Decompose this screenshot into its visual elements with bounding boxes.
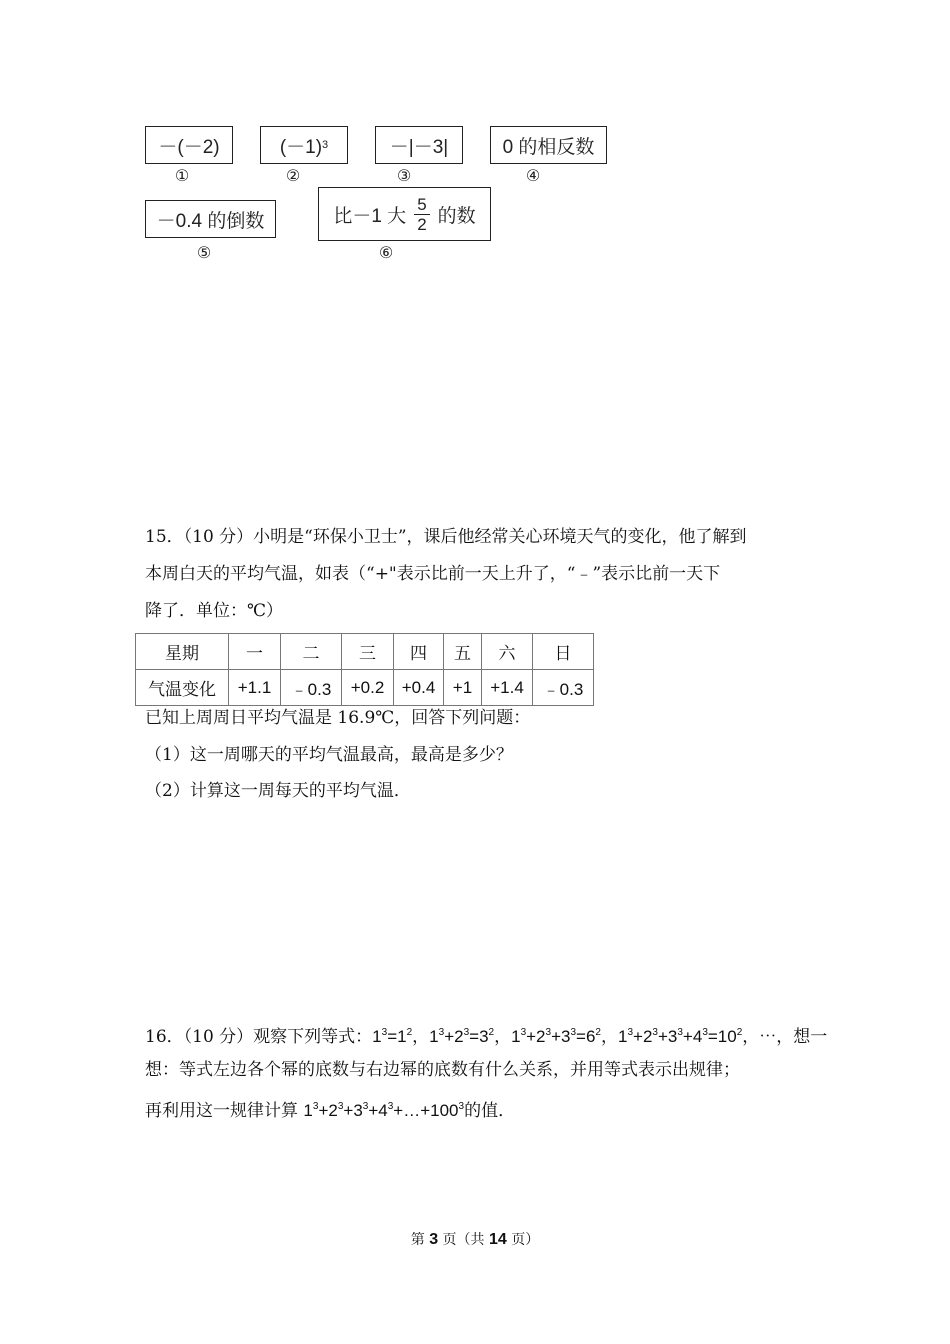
table-cell: +0.4 [394, 670, 444, 706]
table-cell: 日 [533, 634, 594, 670]
table-cell: 六 [482, 634, 533, 670]
label-5: ⑤ [196, 243, 212, 262]
expr-text: (－1) [279, 136, 323, 158]
q15-line-3: 降了．单位：℃） [145, 601, 284, 621]
footer-text: 第 [410, 1232, 430, 1248]
q16-line3-pre: 再利用这一规律计算 [145, 1101, 304, 1121]
table-cell: 三 [342, 634, 394, 670]
table-cell: 二 [281, 634, 342, 670]
label-2: ② [285, 166, 301, 185]
sum-expression: $1^3+2^3+3^3+4^3+\dots+100^3$ [303, 1101, 465, 1120]
table-cell: 星期 [136, 634, 229, 670]
expr-box-1 [145, 126, 233, 164]
page-footer [0, 1229, 950, 1249]
expr-text: 的数 [437, 205, 476, 227]
q16-line-2: 想：等式左边各个幂的底数与右边幂的底数有什么关系，并用等式表示出规律； [145, 1060, 740, 1080]
q15-line-2: 本周白天的平均气温，如表（“+"表示比前一天上升了，“﹣”表示比前一天下 [145, 564, 721, 584]
expr-text: －|－3| [389, 136, 449, 158]
label-1: ① [174, 166, 190, 185]
footer-text: 页（共 [438, 1232, 489, 1248]
q15-line-4: 已知上周周日平均气温是 16.9℃，回答下列问题： [145, 708, 531, 728]
fraction-denominator: 2 [417, 214, 427, 234]
label-4: ④ [525, 166, 541, 185]
table-cell: ﹣0.3 [533, 670, 594, 706]
table-cell: 气温变化 [136, 670, 229, 706]
equation-1: $1^3=1^2$ [372, 1027, 413, 1046]
table-cell: +1 [444, 670, 482, 706]
label-3: ③ [396, 166, 412, 185]
footer-text: 页） [506, 1232, 540, 1248]
equation-2: $1^3+2^3=3^2$ [429, 1027, 495, 1046]
expr-text: －(－2) [158, 136, 220, 158]
q16-line-1: 16．（10 分）观察下列等式：$1^3=1^2$，$1^3+2^3=3^2$，$1^3+2^3+3^3=6^2$，$1^3+2^3+3^3+4^3=10^2$，⋯，想一 [145, 1027, 828, 1047]
expr-text: －0.4 的倒数 [156, 210, 265, 232]
expr-exponent: 3 [322, 139, 329, 151]
total-pages: 14 [489, 1231, 507, 1248]
expr-box-2 [260, 126, 348, 164]
expr-box-5 [145, 200, 276, 238]
q15-line-1: 15．（10 分）小明是“环保小卫士”，课后他经常关心环境天气的变化，他了解到 [145, 527, 747, 547]
expr-text: 比－1 大 [333, 205, 407, 227]
q16-line-3 [145, 1097, 515, 1121]
table-row [136, 670, 594, 706]
q16-line3-post: 的值． [464, 1101, 516, 1121]
table-row [136, 634, 594, 670]
temperature-table [135, 633, 594, 706]
q16-prefix: 16．（10 分）观察下列等式： [145, 1027, 373, 1047]
table-cell: +1.1 [229, 670, 281, 706]
fraction-numerator: 5 [414, 195, 429, 215]
fraction [414, 195, 429, 234]
table-cell: +0.2 [342, 670, 394, 706]
table-cell: 四 [394, 634, 444, 670]
expr-box-6 [318, 187, 491, 241]
q15-sub-1: （1）这一周哪天的平均气温最高，最高是多少？ [145, 745, 513, 765]
equation-4: $1^3+2^3+3^3+4^3=10^2$ [617, 1027, 743, 1046]
table-cell: ﹣0.3 [281, 670, 342, 706]
current-page: 3 [429, 1231, 439, 1248]
expr-box-4 [490, 126, 607, 164]
label-6: ⑥ [378, 243, 394, 262]
table-cell: 一 [229, 634, 281, 670]
table-cell: +1.4 [482, 670, 533, 706]
equation-3: $1^3+2^3+3^3=6^2$ [511, 1027, 601, 1046]
expr-box-3 [375, 126, 463, 164]
expr-text: 0 的相反数 [502, 136, 595, 158]
table-cell: 五 [444, 634, 482, 670]
q15-sub-2: （2）计算这一周每天的平均气温． [145, 781, 411, 801]
q16-suffix: ，⋯，想一 [742, 1027, 828, 1047]
